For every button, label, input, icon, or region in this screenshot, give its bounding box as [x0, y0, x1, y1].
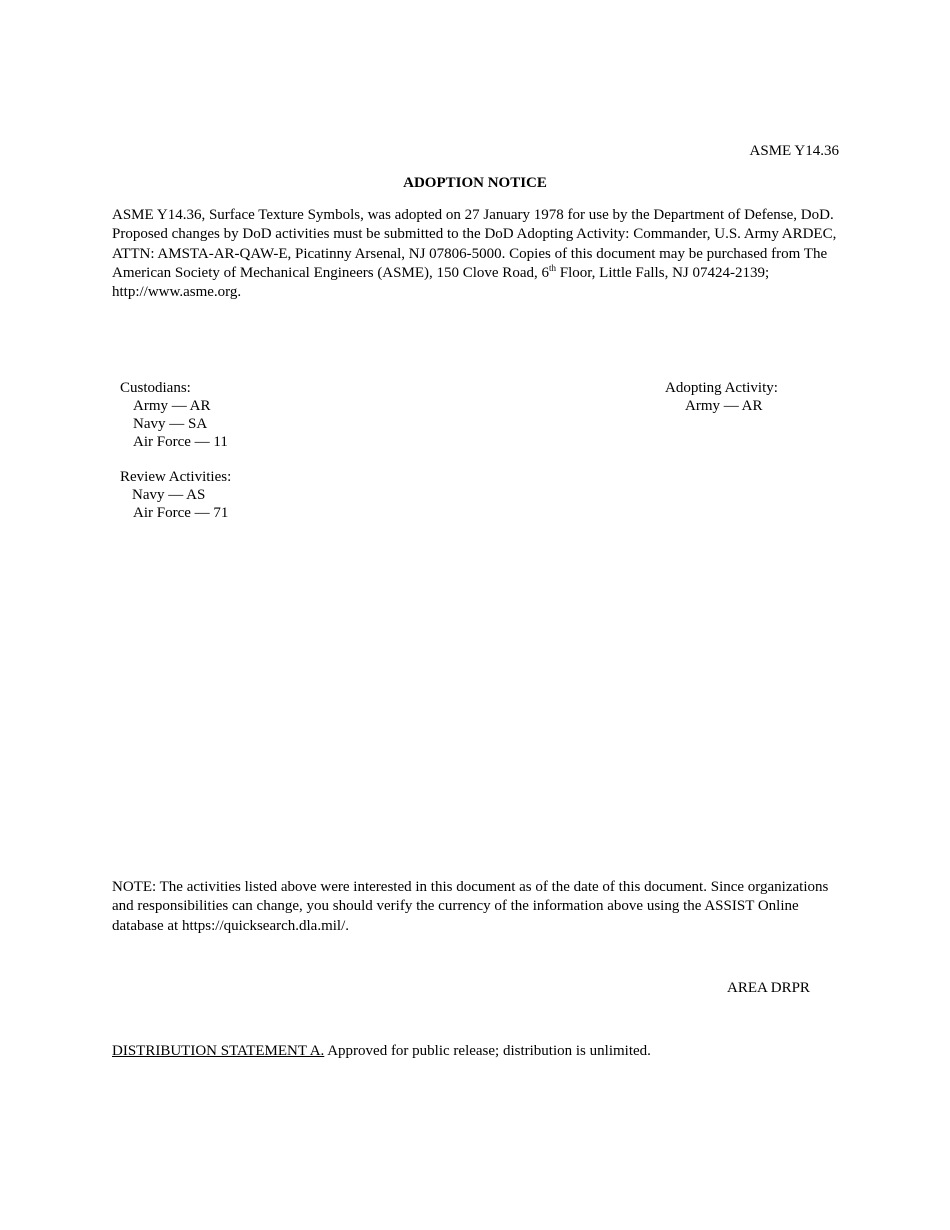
- adoption-paragraph-part2: Floor, Little Falls, NJ 07424-2139; http://www.asme.org.: [112, 264, 770, 301]
- adoption-paragraph-part1: ASME Y14.36, Surface Texture Symbols, was adopted on 27 January 1978 for use by the Department of Defense, DoD. Proposed changes by DoD activities must be submitted to the DoD Adopting Activity: Commander, U.S. Army ARDEC, ATTN: AMSTA-AR-QAW-E, Picatinny Arsenal, NJ 07806-5000. Copies of this document may be purchased from The American Society of Mechanical Engineers (ASME), 150 Clove Road, 6: [112, 207, 837, 281]
- adopting-activity-block: [665, 379, 778, 415]
- custodian-item: Navy — SA: [133, 416, 208, 432]
- document-id: ASME Y14.36: [749, 143, 839, 159]
- page-title: ADOPTION NOTICE: [403, 175, 547, 191]
- adopting-activity-value: Army — AR: [685, 398, 763, 414]
- custodian-item: Air Force — 11: [133, 434, 228, 450]
- custodian-item: Army — AR: [133, 398, 211, 414]
- review-activity-item: Navy — AS: [132, 487, 206, 503]
- note-paragraph: NOTE: The activities listed above were interested in this document as of the date of this document. Since organizations and responsibilities can change, you should verify the currency of the information above using the ASSIST Online database at https://quicksearch.dla.mil/.: [112, 879, 829, 934]
- distribution-statement-label: DISTRIBUTION STATEMENT A.: [112, 1043, 325, 1059]
- review-activities-label: Review Activities:: [120, 469, 232, 485]
- distribution-statement: [112, 1043, 651, 1060]
- review-activity-item: Air Force — 71: [133, 505, 229, 521]
- ordinal-superscript: th: [548, 262, 556, 273]
- adopting-activity-label: Adopting Activity:: [665, 380, 778, 396]
- adoption-paragraph: [112, 206, 840, 302]
- distribution-statement-text: Approved for public release; distribution is unlimited.: [324, 1043, 651, 1059]
- custodians-block: [120, 379, 228, 451]
- area-code: AREA DRPR: [727, 980, 810, 996]
- custodians-label: Custodians:: [120, 380, 191, 396]
- review-activities-block: [120, 468, 231, 522]
